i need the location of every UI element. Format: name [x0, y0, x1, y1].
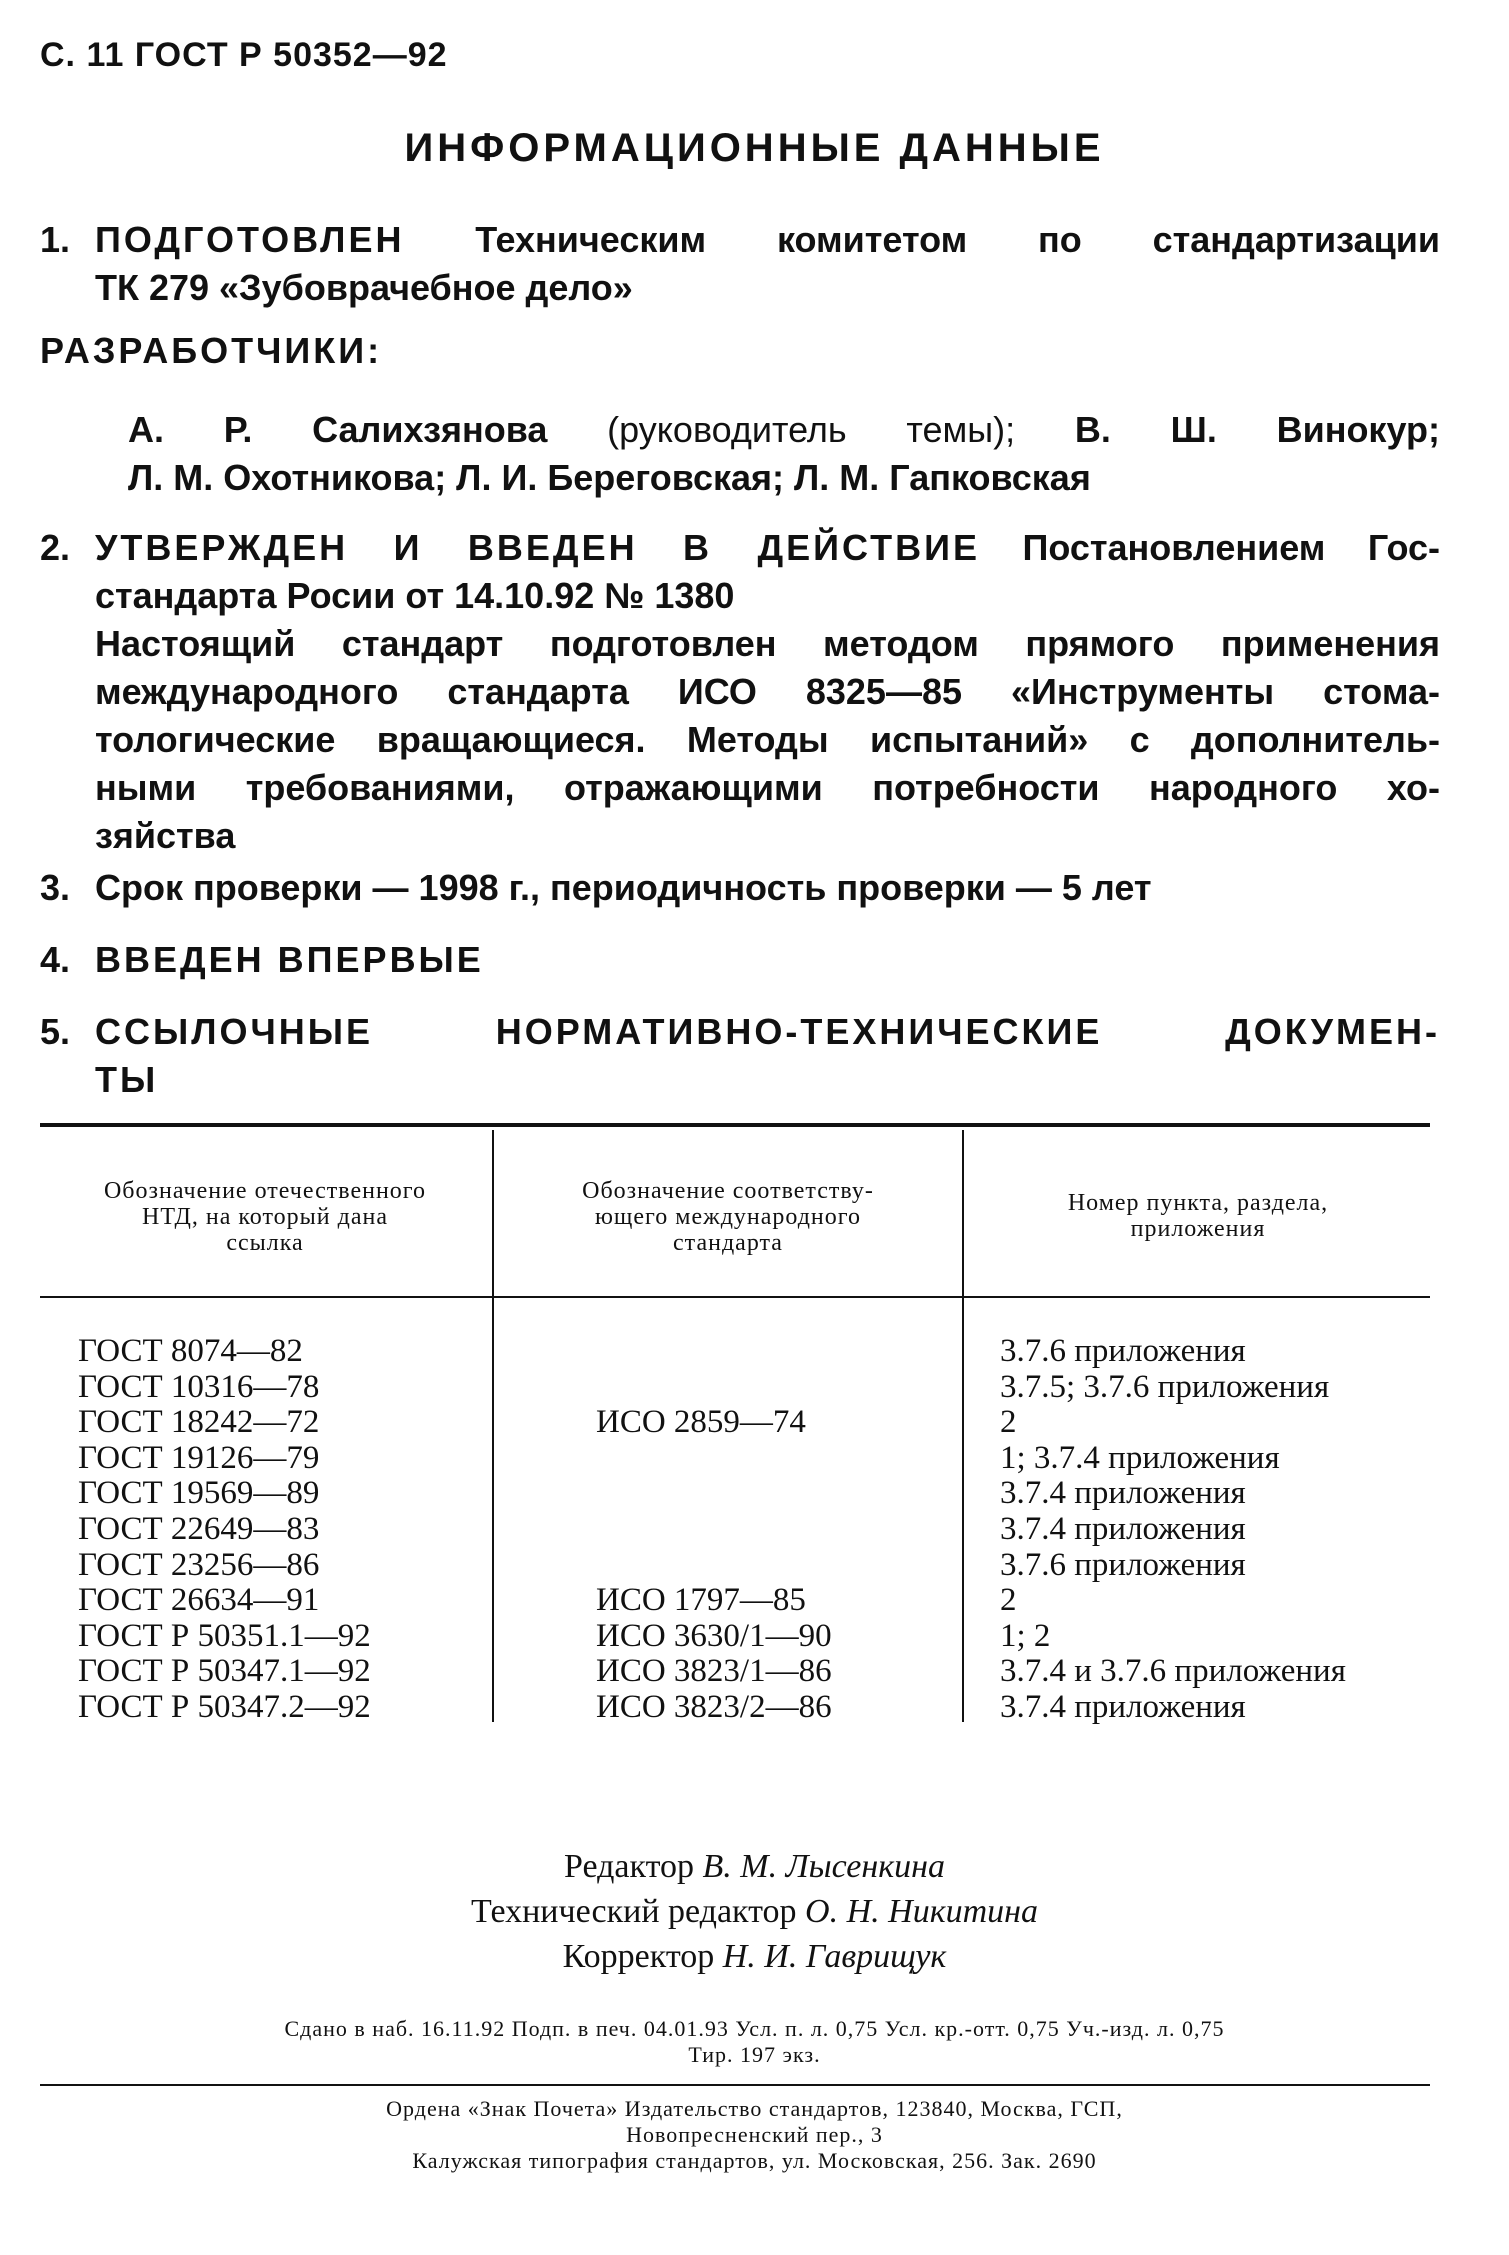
table-cell-iso: [596, 1476, 832, 1512]
imprint-line-1: Сдано в наб. 16.11.92 Подп. в печ. 04.01.93 Усл. п. л. 0,75 Усл. кр.-отт. 0,75 Уч.-изд. л. 0,75: [284, 2016, 1225, 2041]
table-header-iso: [496, 1178, 960, 1256]
table-cell-iso: [596, 1370, 832, 1406]
imprint-rule: [40, 2084, 1430, 2086]
table-cell-iso: [596, 1512, 832, 1548]
credit-editor-label: Редактор: [564, 1848, 694, 1885]
table-cell-ntd: ГОСТ Р 50347.2—92: [78, 1688, 371, 1725]
table-column-divider-1: [492, 1130, 494, 1722]
item-5-line1: ССЫЛОЧНЫЕ НОРМАТИВНО-ТЕХНИЧЕСКИЕ ДОКУМЕН-: [95, 1011, 1440, 1052]
item-4-text: ВВЕДЕН ВПЕРВЫЕ: [95, 939, 484, 980]
table-cell-ntd: ГОСТ 8074—82: [78, 1333, 303, 1369]
table-cell-ntd: ГОСТ 19569—89: [78, 1475, 320, 1512]
table-cell-iso: ИСО 3630/1—90: [596, 1617, 832, 1654]
table-cell-ref: 3.7.6 приложения: [1000, 1333, 1246, 1369]
page-header: С. 11 ГОСТ Р 50352—92: [40, 36, 448, 74]
developer-2: В. Ш. Винокур;: [1074, 409, 1440, 450]
item-5: [40, 1008, 1440, 1104]
table-cell-ntd: ГОСТ 18242—72: [78, 1404, 320, 1441]
table-cell-ntd: ГОСТ Р 50351.1—92: [78, 1617, 371, 1654]
table-cell-ref: 3.7.4 и 3.7.6 приложения: [1000, 1653, 1346, 1690]
item-2-note-5: зяйства: [95, 815, 236, 856]
table-cell-ref: 3.7.4 приложения: [1000, 1688, 1246, 1725]
item-1-caps: ПОДГОТОВЛЕН: [95, 219, 405, 260]
table-column-ref: [1000, 1334, 1346, 1726]
table-cell-ref: 3.7.4 приложения: [1000, 1475, 1246, 1512]
item-3-text: Срок проверки — 1998 г., периодичность проверки — 5 лет: [95, 867, 1152, 908]
table-cell-ref: 3.7.6 приложения: [1000, 1546, 1246, 1583]
table-header-ntd-line3: ссылка: [226, 1230, 304, 1256]
developer-1: А. Р. Салихзянова: [128, 409, 548, 450]
imprint-line-2: Тир. 197 экз.: [688, 2042, 821, 2067]
item-2: [40, 524, 1440, 860]
table-header-ref-line1: Номер пункта, раздела,: [1067, 1190, 1329, 1216]
item-3-number: 3.: [40, 867, 71, 908]
developers: [40, 406, 1440, 502]
item-2-caps: УТВЕРЖДЕН И ВВЕДЕН В ДЕЙСТВИЕ: [95, 527, 980, 568]
developers-line2: Л. М. Охотникова; Л. И. Береговская; Л. М. Гапковская: [128, 457, 1091, 498]
table-cell-ntd: ГОСТ Р 50347.1—92: [78, 1653, 371, 1690]
credit-tech-editor-name: О. Н. Никитина: [805, 1893, 1039, 1930]
imprint-top: [0, 2016, 1509, 2068]
credit-corrector-label: Корректор: [562, 1938, 715, 1975]
credit-corrector-name: Н. И. Гаврищук: [722, 1938, 947, 1975]
table-header-iso-line3: стандарта: [673, 1230, 783, 1256]
imprint-line-5: Калужская типография стандартов, ул. Московская, 256. Зак. 2690: [412, 2148, 1097, 2173]
table-cell-iso: [596, 1441, 832, 1477]
page-title: ИНФОРМАЦИОННЫЕ ДАННЫЕ: [404, 126, 1105, 170]
item-5-line2: ТЫ: [95, 1059, 159, 1100]
table-cell-ref: 3.7.5; 3.7.6 приложения: [1000, 1368, 1330, 1405]
table-cell-ntd: ГОСТ 26634—91: [78, 1582, 320, 1619]
table-cell-iso: [596, 1334, 832, 1370]
imprint-line-4: Новопресненский пер., 3: [626, 2122, 883, 2147]
credit-tech-editor: [0, 1889, 1509, 1934]
table-cell-ref: 1; 2: [1000, 1617, 1051, 1654]
item-5-number: 5.: [40, 1011, 71, 1052]
item-2-line2: стандарта Росии от 14.10.92 № 1380: [95, 575, 735, 616]
item-1-line2: ТК 279 «Зубоврачебное дело»: [95, 267, 633, 308]
table-header-ref: [966, 1190, 1430, 1242]
imprint-bottom: [0, 2096, 1509, 2174]
table-header-rule: [40, 1296, 1430, 1298]
item-4: [40, 936, 1440, 984]
table-cell-ref: 2: [1000, 1582, 1017, 1619]
table-header-ntd-line1: Обозначение отечественного: [103, 1178, 427, 1204]
credit-editor: [0, 1844, 1509, 1889]
item-4-number: 4.: [40, 939, 71, 980]
item-2-note-4: ными требованиями, отражающими потребности народного хо-: [95, 767, 1440, 808]
credit-tech-editor-label: Технический редактор: [470, 1893, 797, 1930]
item-1-line1: Техническим комитетом по стандартизации: [475, 219, 1440, 260]
table-header-iso-line2: ющего международного: [594, 1204, 862, 1230]
table-cell-iso: ИСО 3823/2—86: [596, 1688, 832, 1725]
table-cell-iso: ИСО 3823/1—86: [596, 1653, 832, 1690]
table-column-iso: [596, 1334, 832, 1726]
table-cell-ntd: ГОСТ 22649—83: [78, 1510, 320, 1547]
credits: [0, 1844, 1509, 1979]
table-cell-ntd: ГОСТ 19126—79: [78, 1439, 320, 1476]
credit-editor-name: В. М. Лысенкина: [702, 1848, 945, 1885]
table-header-ntd: [40, 1178, 490, 1256]
table-cell-ref: 3.7.4 приложения: [1000, 1510, 1246, 1547]
item-2-note-2: международного стандарта ИСО 8325—85 «Инструменты стома-: [95, 671, 1440, 712]
item-2-line1: Постановлением Гос-: [1022, 527, 1440, 568]
table-header-ntd-line2: НТД, на который дана: [142, 1204, 388, 1230]
table-header-iso-line1: Обозначение соответству-: [582, 1178, 874, 1204]
table-cell-iso: [596, 1548, 832, 1584]
item-1-number: 1.: [40, 219, 71, 260]
item-2-note-3: тологические вращающиеся. Методы испытаний» с дополнитель-: [95, 719, 1440, 760]
developers-heading: РАЗРАБОТЧИКИ:: [40, 330, 383, 371]
item-2-number: 2.: [40, 527, 71, 568]
table-cell-ref: 2: [1000, 1404, 1017, 1441]
item-3: [40, 864, 1440, 912]
imprint-line-3: Ордена «Знак Почета» Издательство стандартов, 123840, Москва, ГСП,: [386, 2096, 1123, 2121]
table-cell-ref: 1; 3.7.4 приложения: [1000, 1439, 1280, 1476]
table-top-rule: [40, 1123, 1430, 1127]
developer-1-role: (руководитель темы);: [607, 409, 1016, 450]
table-cell-ntd: ГОСТ 10316—78: [78, 1368, 320, 1405]
item-1: [40, 216, 1440, 312]
credit-corrector: [0, 1934, 1509, 1979]
table-column-ntd: [78, 1334, 371, 1726]
table-cell-iso: ИСО 2859—74: [596, 1404, 806, 1441]
table-header-ref-line2: приложения: [1130, 1216, 1266, 1242]
table-cell-iso: ИСО 1797—85: [596, 1582, 806, 1619]
table-cell-ntd: ГОСТ 23256—86: [78, 1546, 320, 1583]
table-column-divider-2: [962, 1130, 964, 1722]
item-2-note-1: Настоящий стандарт подготовлен методом прямого применения: [95, 623, 1440, 664]
